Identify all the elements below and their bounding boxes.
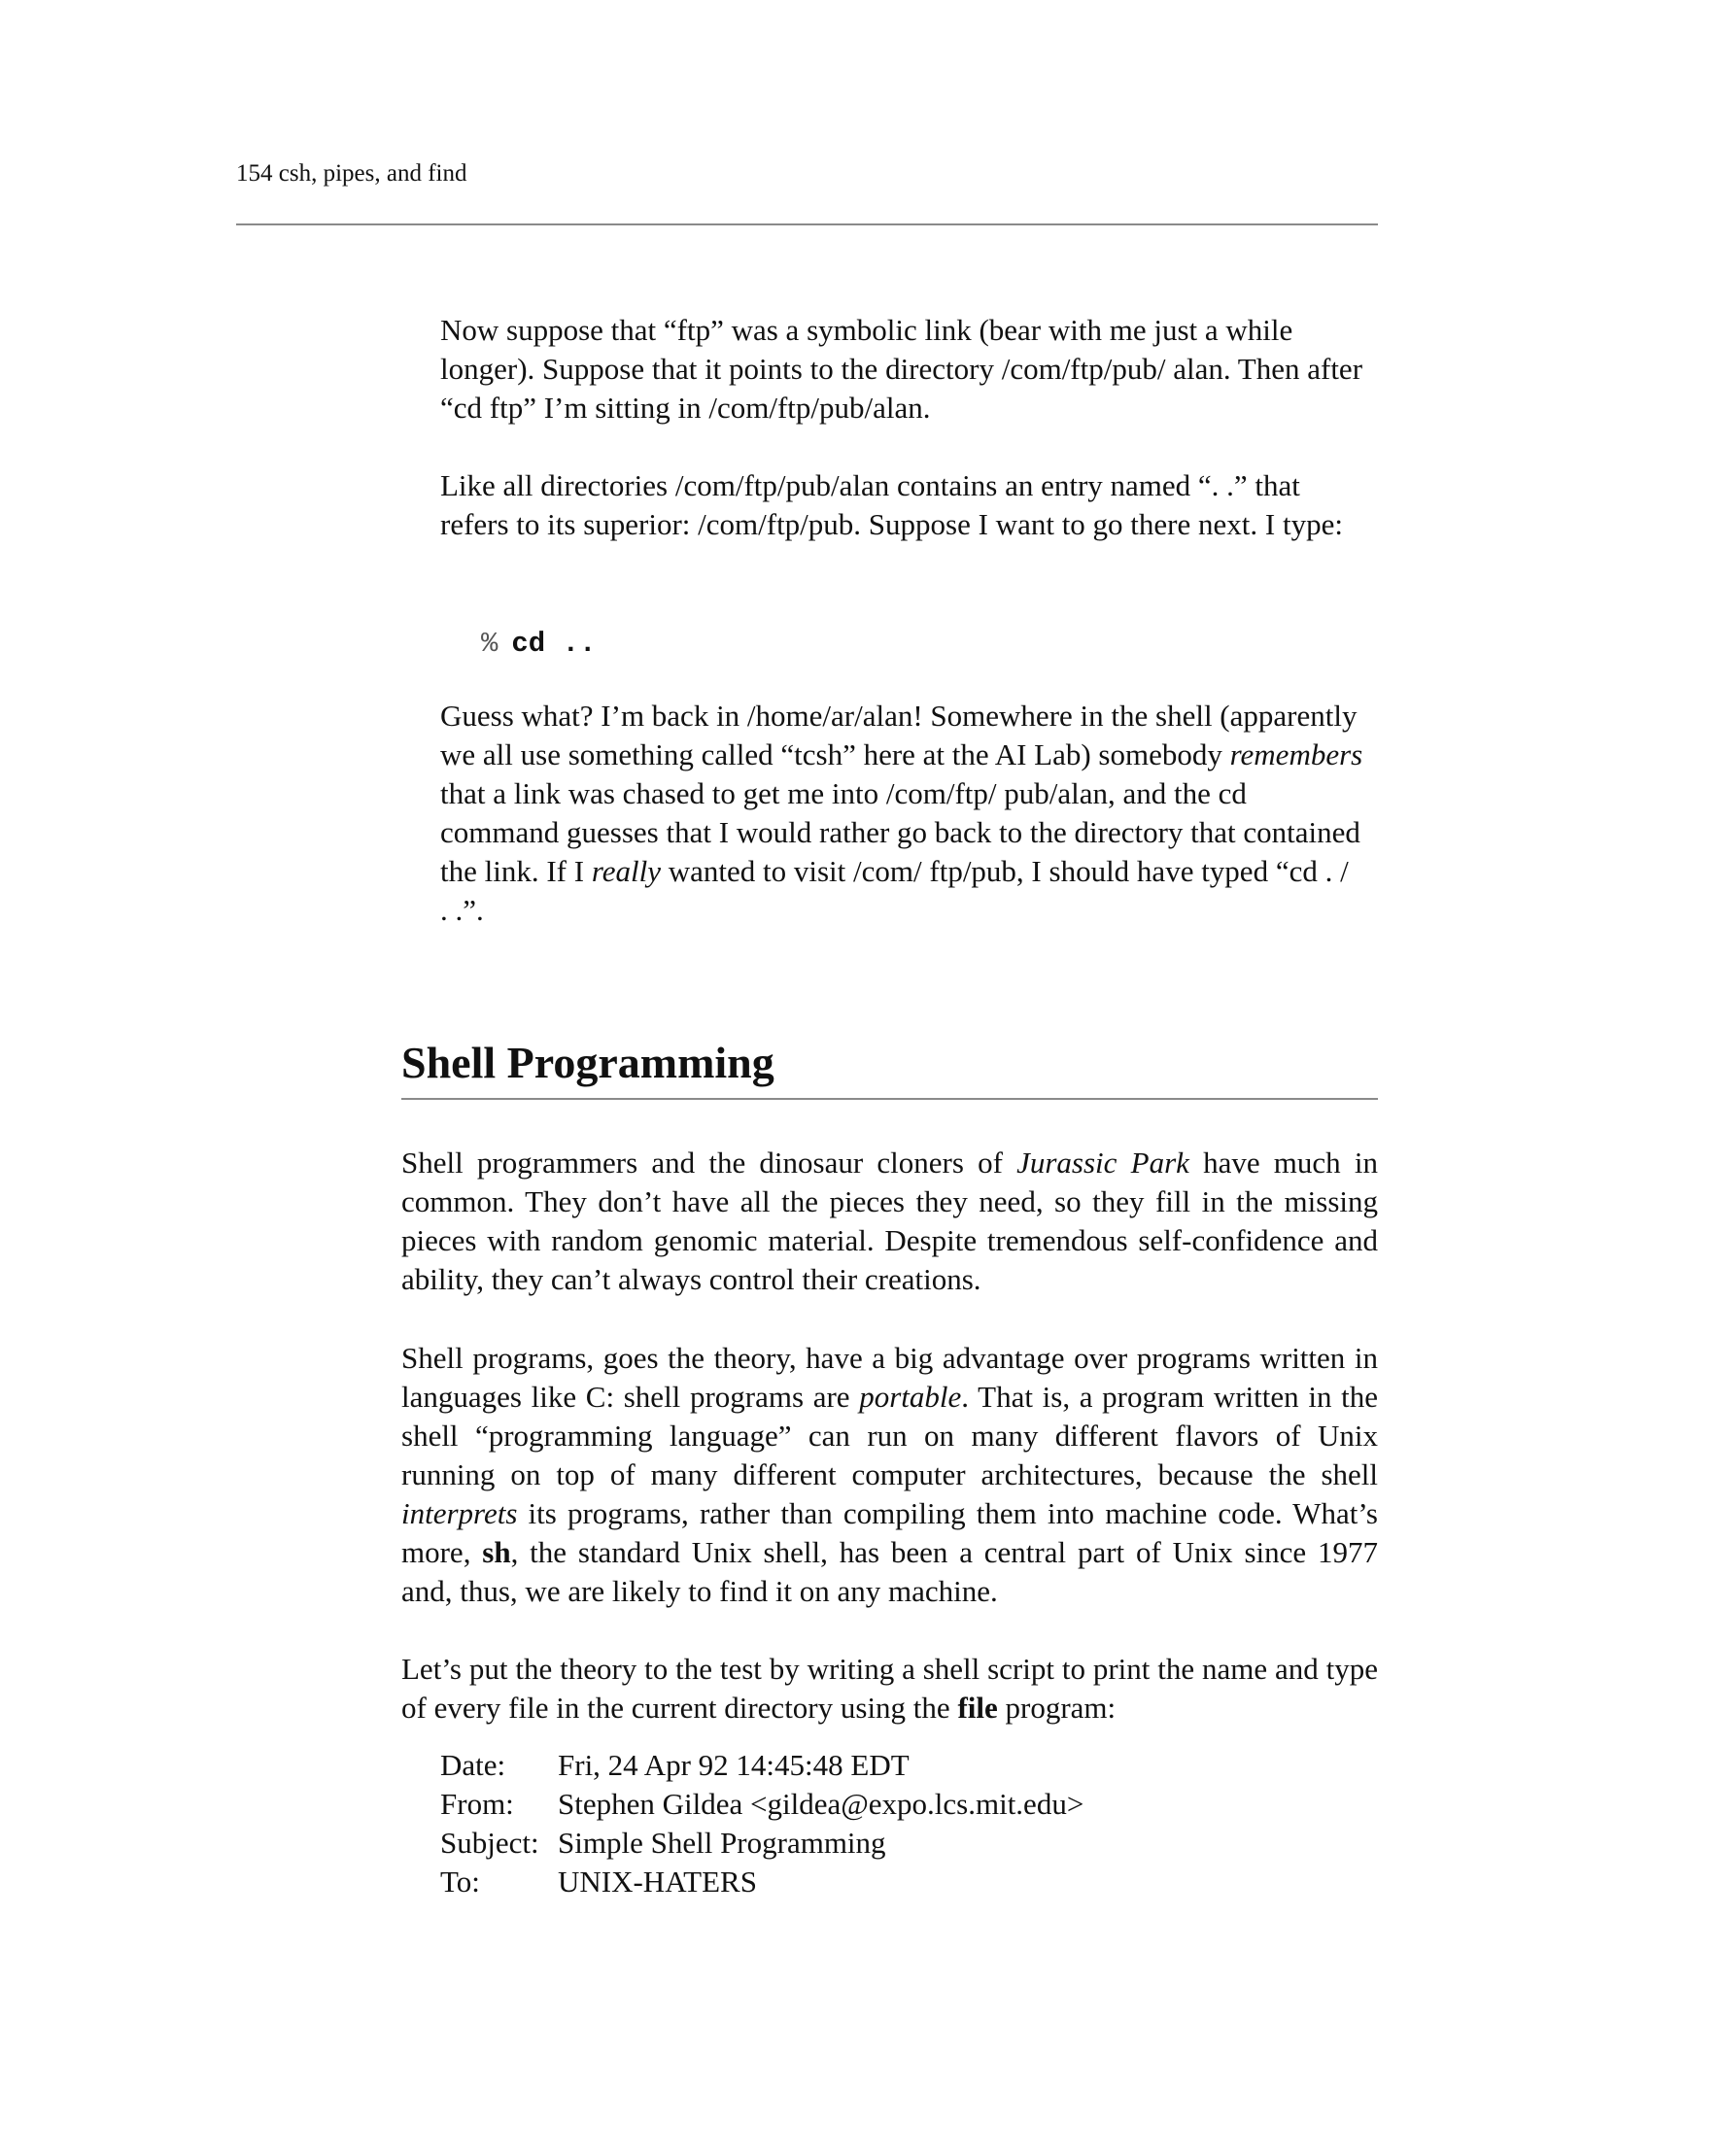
body-paragraph-2: Shell programs, goes the theory, have a big advantage over programs written in languages like C: shell programs are portable. That is, a program written in the shell “programming language” can run on many different flavors of Unix running on top of many different computer architectures, because the shell interprets its programs, rather than compiling them into machine code. What’s more, sh, the standard Unix shell, has been a central part of Unix since 1977 and, thus, we are likely to find it on any machine.: [401, 1341, 1378, 1608]
code-example: [481, 625, 596, 664]
body-paragraph-1: Shell programmers and the dinosaur cloners of Jurassic Park have much in common. They don’t have all the pieces they need, so they fill in the missing pieces with random genomic material. Despite tremendous self-confidence and ability, they can’t always control their creations.: [401, 1146, 1378, 1296]
email-header-row: [440, 1785, 1083, 1824]
shell-prompt: %: [481, 628, 499, 660]
header-value: UNIX-HATERS: [558, 1865, 757, 1899]
emphasis-portable: portable: [859, 1380, 962, 1414]
email-header-row: [440, 1824, 1083, 1863]
header-name: Date:: [440, 1748, 506, 1782]
section-rule: [401, 1098, 1378, 1100]
email-headers: [440, 1746, 1083, 1901]
quote-paragraph-3: Guess what? I’m back in /home/ar/alan! Somewhere in the shell (apparently we all use something called “tcsh” here at the AI Lab) somebody remembers that a link was chased to get me into /com/ftp/ pub/alan, and the cd command guesses that I would rather go back to the directory that contained the link. If I really wanted to visit /com/ ftp/pub, I should have typed “cd . / . .”.: [440, 699, 1363, 927]
email-header-row: [440, 1863, 1083, 1901]
running-head: 154 csh, pipes, and find: [236, 160, 467, 187]
emphasis-interprets: interprets: [401, 1496, 518, 1530]
term-file: file: [957, 1691, 998, 1725]
quote-paragraph-2: Like all directories /com/ftp/pub/alan contains an entry named “. .” that refers to its superior: /com/ftp/pub. Suppose I want to go there next. I type:: [440, 468, 1343, 541]
header-name: To:: [440, 1865, 480, 1899]
quote-paragraph-1: Now suppose that “ftp” was a symbolic link (bear with me just a while longer). Suppose that it points to the directory /com/ftp/pub/ alan. Then after “cd ftp” I’m sitting in /com/ftp/pub/alan.: [440, 313, 1363, 425]
header-value: Simple Shell Programming: [558, 1826, 886, 1860]
header-value: Fri, 24 Apr 92 14:45:48 EDT: [558, 1748, 910, 1782]
emphasis-remembers: remembers: [1229, 737, 1363, 771]
shell-command: cd ..: [511, 628, 597, 660]
body-paragraph-3: Let’s put the theory to the test by writing a shell script to print the name and type of every file in the current directory using the file program:: [401, 1652, 1378, 1725]
header-rule: [236, 223, 1378, 225]
term-sh: sh: [482, 1535, 511, 1569]
email-header-row: [440, 1746, 1083, 1785]
header-value: Stephen Gildea <gildea@expo.lcs.mit.edu>: [558, 1787, 1084, 1821]
emphasis-jurassic-park: Jurassic Park: [1016, 1146, 1189, 1180]
section-title: Shell Programming: [401, 1038, 774, 1087]
emphasis-really: really: [591, 854, 661, 888]
header-name: From:: [440, 1787, 514, 1821]
header-name: Subject:: [440, 1826, 539, 1860]
